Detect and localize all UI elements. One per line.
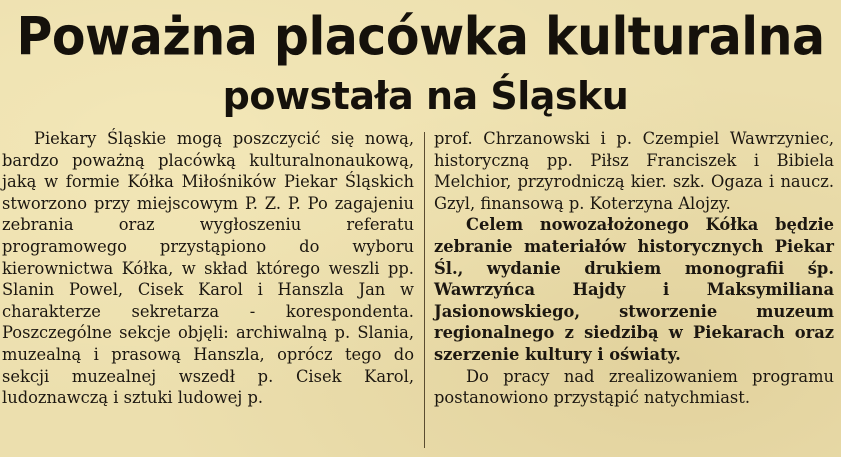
right-paragraph-3: Do pracy nad zrealizowaniem programu postanowiono przystąpić natychmiast.: [434, 366, 834, 408]
right-column: [434, 128, 834, 409]
column-divider: [424, 132, 425, 448]
left-paragraph-1: Piekary Śląskie mogą poszczycić się nową, bardzo poważną placówką kulturalnonaukową, jaką w formie Kółka Miłośników Piekar Śląskich stworzono przy miejscowym P. Z. P. Po zagajeniu zebrania oraz wygłoszeniu referatu programowego przystąpiono do wyboru kierownictwa Kółka, w skład którego weszli pp. Slanin Powel, Cisek Karol i Hanszla Jan w charakterze sekretarza - korespondenta. Poszczególne sekcje objęli: archiwalną p. Slania, muzealną i prasową Hanszla, oprócz tego do sekcji muzealnej wszedł p. Cisek Karol, ludoznawczą i sztuki ludowej p.: [2, 129, 414, 408]
headline: Poważna placówka kulturalna: [16, 5, 825, 68]
left-column: [2, 128, 414, 409]
right-paragraph-1: prof. Chrzanowski i p. Czempiel Wawrzyniec, historyczną pp. Piłsz Franciszek i Bibiela Melchior, przyrodniczą kier. szk. Ogaza i naucz. Gzyl, finansową p. Koterzyna Alojzy.: [434, 129, 834, 213]
right-paragraph-2: Celem nowozałożonego Kółka będzie zebranie materiałów historycznych Piekar Śl., wydanie drukiem monografii śp. Wawrzyńca Hajdy i Maksymiliana Jasionowskiego, stworzenie muzeum regionalnego z siedzibą w Piekarach oraz szerzenie kultury i oświaty.: [434, 215, 834, 364]
subheadline: powstała na Śląsku: [222, 74, 629, 118]
